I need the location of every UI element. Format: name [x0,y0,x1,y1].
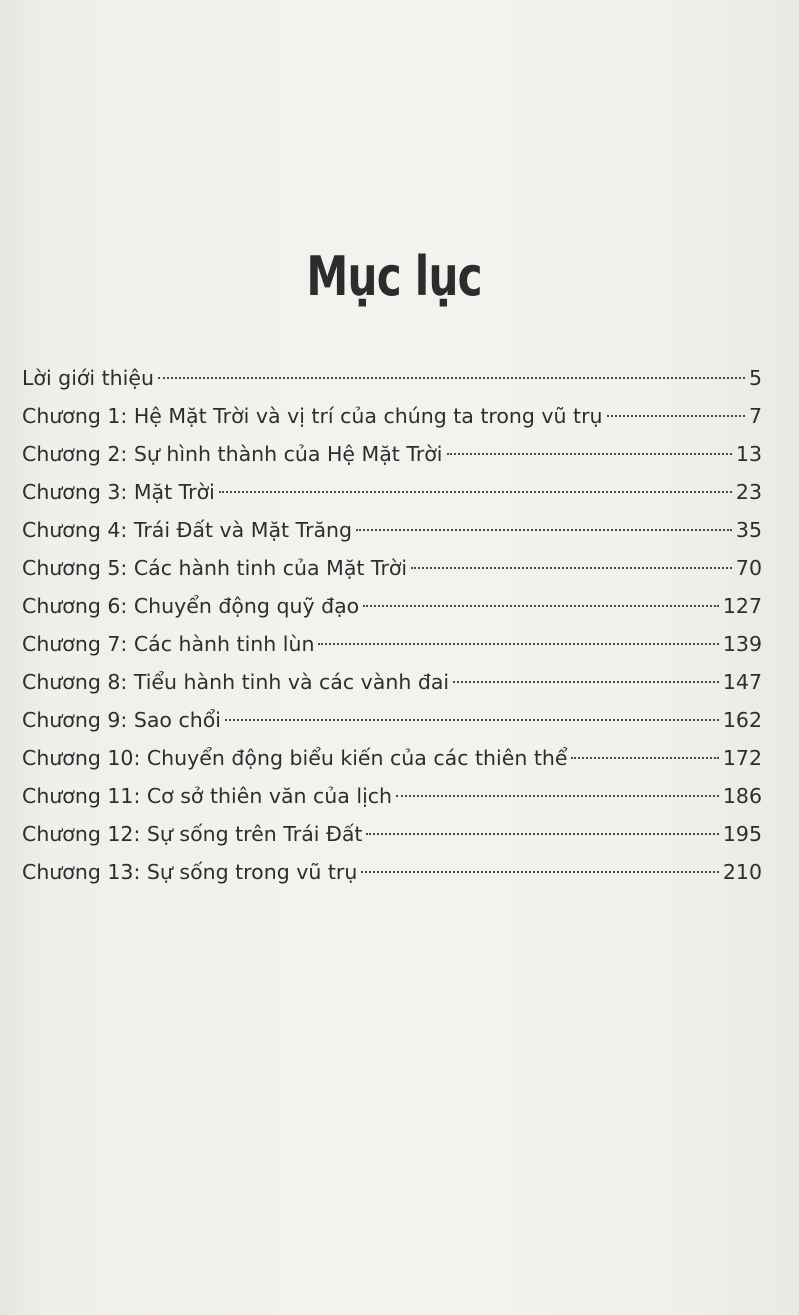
toc-leader-dots [411,567,732,569]
toc-entry-label: Chương 13: Sự sống trong vũ trụ [22,860,358,884]
toc-page-number: 35 [735,518,762,542]
toc-row-chapter-7 [22,625,762,663]
toc-leader-dots [607,415,745,417]
toc-entry-label: Chương 7: Các hành tinh lùn [22,632,315,656]
toc-page-number: 210 [722,860,762,884]
toc-page-number: 7 [748,404,762,428]
toc-entry-label: Chương 9: Sao chổi [22,708,221,732]
toc-row-chapter-2 [22,435,762,473]
toc-leader-dots [366,833,718,835]
toc-row-chapter-5 [22,549,762,587]
toc-leader-dots [158,377,745,379]
toc-page-number: 162 [722,708,762,732]
toc-row-chapter-4 [22,511,762,549]
toc-leader-dots [225,719,719,721]
toc-row-chapter-13 [22,853,762,891]
toc-leader-dots [447,453,732,455]
toc-row-chapter-9 [22,701,762,739]
toc-entry-label: Chương 8: Tiểu hành tinh và các vành đai [22,670,450,694]
page-title: Mục lục [306,245,482,309]
toc-row-chapter-11 [22,777,762,815]
toc-page-number: 195 [722,822,762,846]
toc-entry-label: Chương 11: Cơ sở thiên văn của lịch [22,784,393,808]
toc-row-chapter-6 [22,587,762,625]
toc-leader-dots [219,491,732,493]
toc-leader-dots [396,795,719,797]
toc-page-number: 139 [722,632,762,656]
toc-leader-dots [356,529,732,531]
toc-entry-label: Chương 10: Chuyển động biểu kiến của các thiên thể [22,746,568,770]
toc-leader-dots [363,605,719,607]
toc-entry-label: Chương 2: Sự hình thành của Hệ Mặt Trời [22,442,443,466]
toc-page-number: 5 [748,366,762,390]
toc-leader-dots [453,681,719,683]
toc-leader-dots [318,643,718,645]
toc-row-chapter-3 [22,473,762,511]
toc-page-number: 186 [722,784,762,808]
toc-page-number: 70 [735,556,762,580]
toc-entry-label: Lời giới thiệu [22,366,154,390]
toc-page-number: 172 [722,746,762,770]
toc-leader-dots [571,757,718,759]
toc-page-number: 127 [722,594,762,618]
toc-row-chapter-1 [22,397,762,435]
toc-leader-dots [361,871,719,873]
toc-entry-label: Chương 5: Các hành tinh của Mặt Trời [22,556,408,580]
toc-page-number: 147 [722,670,762,694]
toc-entry-label: Chương 4: Trái Đất và Mặt Trăng [22,518,353,542]
toc-entry-label: Chương 12: Sự sống trên Trái Đất [22,822,363,846]
toc-row-chapter-10 [22,739,762,777]
toc-page-number: 23 [735,480,762,504]
toc-entry-label: Chương 1: Hệ Mặt Trời và vị trí của chúng ta trong vũ trụ [22,404,603,428]
toc-row-chapter-8 [22,663,762,701]
table-of-contents [22,359,762,891]
toc-row-chapter-12 [22,815,762,853]
toc-entry-label: Chương 3: Mặt Trời [22,480,215,504]
toc-page-number: 13 [735,442,762,466]
toc-row-intro [22,359,762,397]
toc-entry-label: Chương 6: Chuyển động quỹ đạo [22,594,360,618]
